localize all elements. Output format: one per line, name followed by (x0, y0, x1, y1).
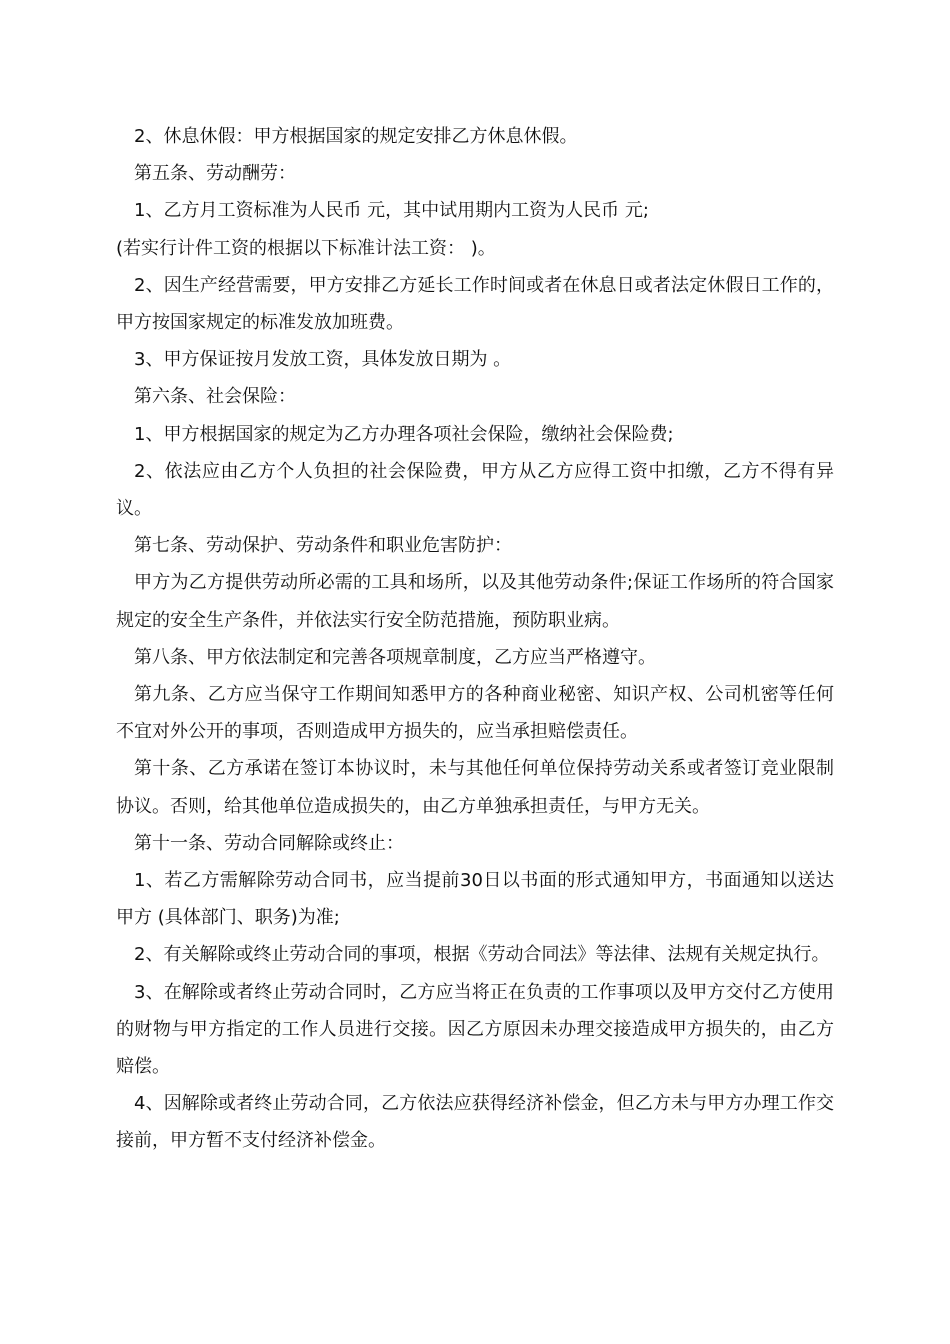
paragraph-social-insurance-1: 1、甲方根据国家的规定为乙方办理各项社会保险，缴纳社会保险费; (134, 423, 674, 445)
heading-article-6: 第六条、社会保险： (134, 386, 296, 408)
heading-article-7: 第七条、劳动保护、劳动条件和职业危害防护： (134, 535, 512, 557)
paragraph-piece-rate: (若实行计件工资的根据以下标准计法工资： )。 (116, 237, 496, 259)
paragraph-termination-3: 3、在解除或者终止劳动合同时，乙方应当将正在负责的工作事项以及甲方交付乙方使用的财物与甲方指定的工作人员进行交接。因乙方原因未办理交接造成甲方损失的，由乙方赔偿。 (116, 981, 834, 1078)
paragraph-termination-4: 4、因解除或者终止劳动合同，乙方依法应获得经济补偿金，但乙方未与甲方办理工作交接前，甲方暂不支付经济补偿金。 (116, 1093, 834, 1152)
heading-article-11: 第十一条、劳动合同解除或终止： (134, 832, 404, 854)
paragraph-termination-1: 1、若乙方需解除劳动合同书，应当提前30日以书面的形式通知甲方，书面通知以送达甲方 (具体部门、职务)为准; (116, 870, 834, 929)
paragraph-salary-standard: 1、乙方月工资标准为人民币 元，其中试用期内工资为人民币 元; (134, 200, 649, 222)
heading-article-9: 第九条、乙方应当保守工作期间知悉甲方的各种商业秘密、知识产权、公司机密等任何不宜对外公开的事项，否则造成甲方损失的，应当承担赔偿责任。 (116, 684, 834, 743)
document-body (116, 118, 834, 1160)
paragraph-social-insurance-2: 2、依法应由乙方个人负担的社会保险费，甲方从乙方应得工资中扣缴，乙方不得有异议。 (116, 460, 834, 520)
paragraph-payday: 3、甲方保证按月发放工资，具体发放日期为 。 (134, 349, 512, 371)
paragraph-rest-vacation: 2、休息休假：甲方根据国家的规定安排乙方休息休假。 (134, 126, 578, 147)
heading-article-10: 第十条、乙方承诺在签订本协议时，未与其他任何单位保持劳动关系或者签订竞业限制协议。否则，给其他单位造成损失的，由乙方单独承担责任，与甲方无关。 (116, 758, 834, 817)
heading-article-5: 第五条、劳动酬劳： (134, 163, 296, 185)
paragraph-labor-protection: 甲方为乙方提供劳动所必需的工具和场所，以及其他劳动条件;保证工作场所的符合国家规定的安全生产条件，并依法实行安全防范措施，预防职业病。 (116, 572, 834, 631)
paragraph-overtime: 2、因生产经营需要，甲方安排乙方延长工作时间或者在休息日或者法定休假日工作的，甲方按国家规定的标准发放加班费。 (116, 274, 834, 334)
paragraph-termination-2: 2、有关解除或终止劳动合同的事项，根据《劳动合同法》等法律、法规有关规定执行。 (134, 944, 830, 966)
heading-article-8: 第八条、甲方依法制定和完善各项规章制度，乙方应当严格遵守。 (134, 646, 656, 668)
